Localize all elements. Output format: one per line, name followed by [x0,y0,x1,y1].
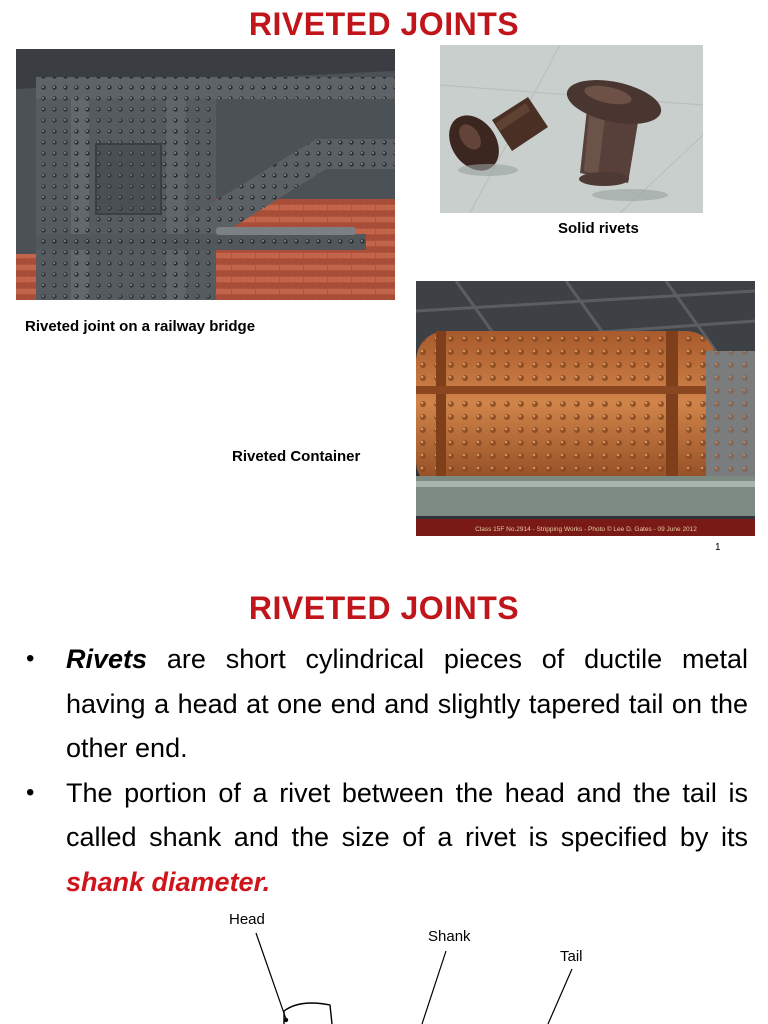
page-number: 1 [715,542,721,553]
rivet-diagram [200,907,620,1024]
bullet-text: The portion of a rivet between the head and the tail is called shank and the size of a rivet is specified by its [66,777,748,852]
rivet-head-outline [284,1003,332,1024]
container-caption: Riveted Container [232,448,361,465]
solid-rivets-photo [440,45,703,213]
bullet-dot-icon: • [26,645,35,672]
slide-1-title: RIVETED JOINTS [248,6,520,42]
head-label: Head [229,911,265,928]
keyword-shank-diameter: shank diameter. [66,866,271,897]
slide-2 [0,565,768,1024]
shank-leader-line [422,951,446,1024]
slide-2-title: RIVETED JOINTS [248,590,520,626]
head-leader-line [256,933,286,1019]
solid-rivets-caption: Solid rivets [558,220,639,237]
riveted-container-photo [416,281,755,536]
bullet-text: are short cylindrical pieces of ductile metal having a head at one end and slightly tapered tail on the other end. [66,644,748,763]
tail-label: Tail [560,948,583,965]
bridge-caption: Riveted joint on a railway bridge [25,318,256,335]
bullet-item [26,637,748,771]
head-pointer-dot [284,1018,288,1022]
bullet-list [26,637,748,904]
container-photo-credit: Class 15F No.2914 - Stripping Works - Photo © Lee D. Gates - 09 June 2012 [475,526,697,533]
keyword-rivets: Rivets [66,644,148,674]
bullet-item [26,771,748,905]
bullet-dot-icon: • [26,778,35,806]
railway-bridge-photo [16,49,395,300]
tail-leader-line [548,969,572,1024]
shank-label: Shank [428,928,471,945]
